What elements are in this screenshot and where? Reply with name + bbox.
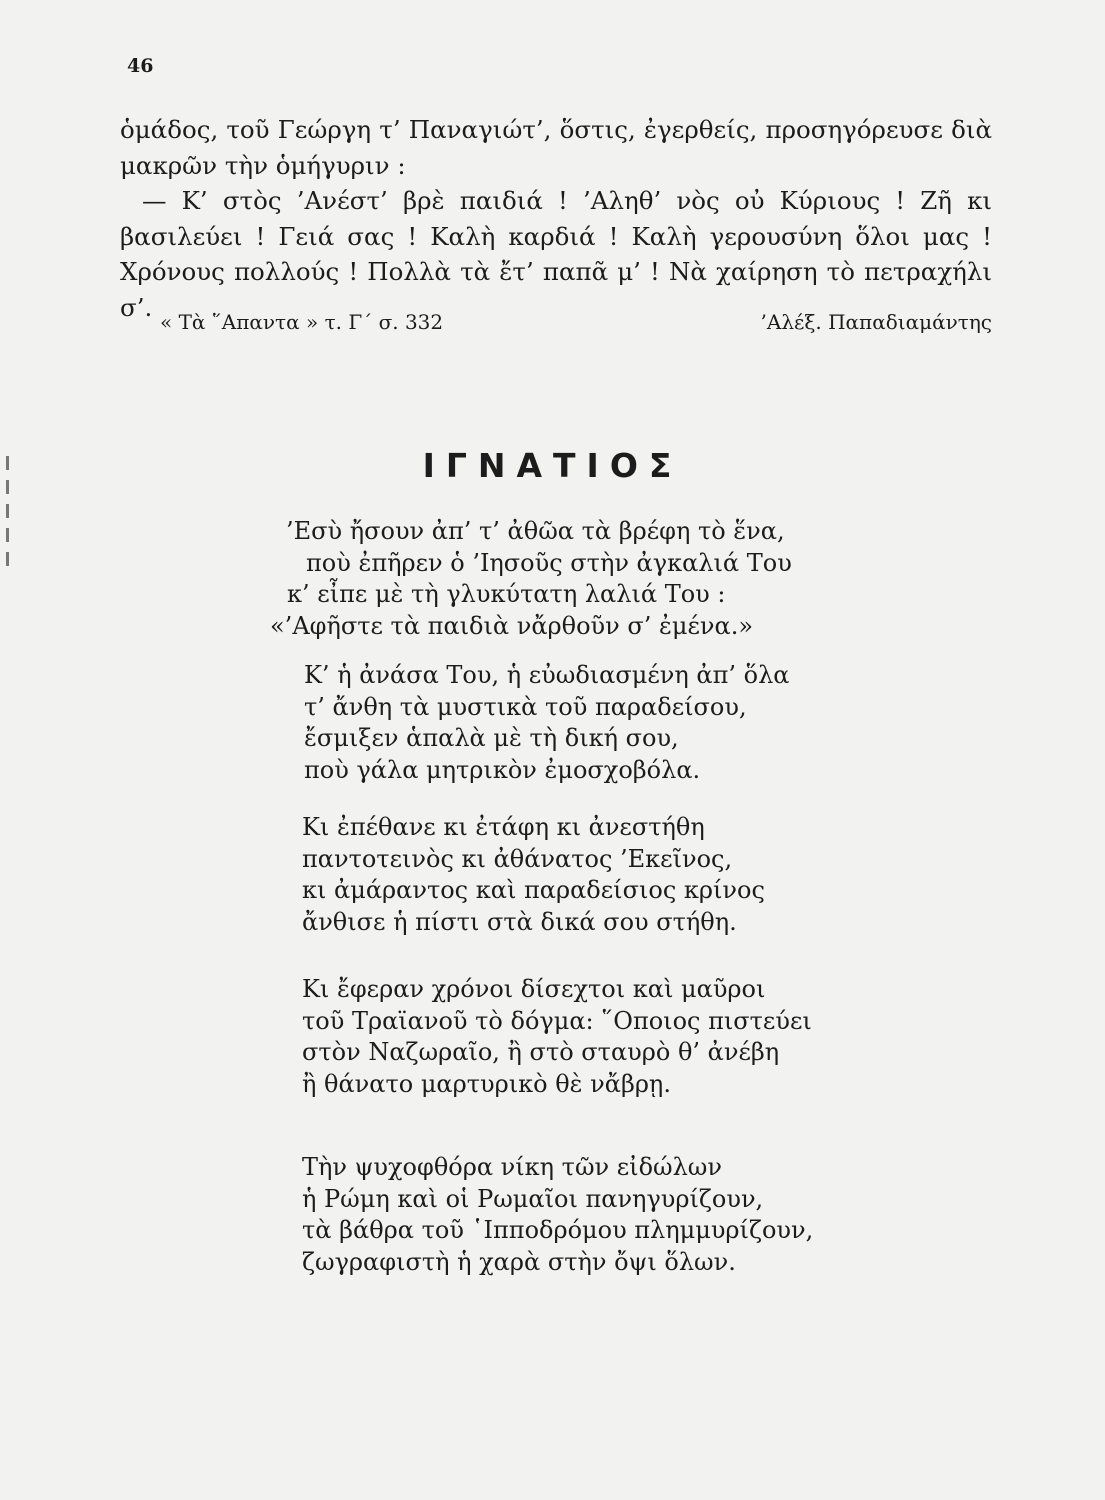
verse: ἄνθισε ἡ πίστι στὰ δικά σου στήθη. [302, 907, 737, 936]
prose-paragraph-2: — Κ’ στὸς ’Ανέστ’ βρὲ παιδιά ! ’Αληθ’ νὸς οὐ Κύριους ! Ζῆ κι βασιλεύει ! Γειά σας ! Καλὴ καρδιά ! Καλὴ γερουσύνη ὅλοι μας ! Χρόνους πολλούς ! Πολλὰ τὰ ἔτ’ παπᾶ μ’ ! Νὰ χαίρηση τὸ πετραχήλι σ’. [120, 186, 992, 322]
verse: ’Εσὺ ἤσουν ἀπ’ τ’ ἀθῶα τὰ βρέφη τὸ ἕνα, [286, 517, 785, 545]
verse: ἔσμιξεν ἁπαλὰ μὲ τὴ δική σου, [304, 724, 679, 752]
poem-stanza-1 [270, 516, 970, 642]
verse: ποὺ γάλα μητρικὸν ἐμοσχοβόλα. [304, 755, 701, 784]
verse: ἡ Ρώμη καὶ οἱ Ρωμαῖοι πανηγυρίζουν, [302, 1184, 764, 1213]
verse: ζωγραφιστὴ ἡ χαρὰ στὴν ὄψι ὅλων. [302, 1247, 736, 1276]
poem-title: ΙΓΝΑΤΙΟΣ [422, 446, 683, 485]
poem [270, 516, 970, 1278]
verse: τὰ βάθρα τοῦ ῾Ιπποδρόμου πλημμυρίζουν, [302, 1216, 814, 1244]
poem-stanza-5 [270, 1152, 970, 1278]
verse: τ’ ἄνθη τὰ μυστικὰ τοῦ παραδείσου, [304, 692, 747, 721]
prose-paragraph-1: ὁμάδος, τοῦ Γεώργη τ’ Παναγιώτ’, ὅστις, ἐγερθείς, προσηγόρευσε διὰ μακρῶν τὴν ὁμήγυριν : [120, 115, 992, 180]
source-citation [160, 310, 992, 334]
verse: στὸν Ναζωραῖο, ἢ στὸ σταυρὸ θ’ ἀνέβη [302, 1038, 780, 1066]
page-number: 46 [127, 55, 154, 77]
verse: ἢ θάνατο μαρτυρικὸ θὲ νἄβρῃ. [302, 1069, 671, 1098]
verse: ποὺ ἐπῆρεν ὁ ’Ιησοῦς στὴν ἀγκαλιά Του [306, 548, 792, 577]
poem-stanza-2 [270, 660, 970, 786]
verse: παντοτεινὸς κι ἀθάνατος ’Εκεῖνος, [302, 844, 733, 873]
verse: κ’ εἶπε μὲ τὴ γλυκύτατη λαλιά Του : [287, 580, 726, 608]
verse: Κι ἐπέθανε κι ἐτάφη κι ἀνεστήθη [302, 813, 705, 841]
verse: Κ’ ἡ ἀνάσα Του, ἡ εὐωδιασμένη ἀπ’ ὅλα [304, 661, 790, 689]
verse: κι ἀμάραντος καὶ παραδείσιος κρίνος [302, 876, 765, 904]
verse: τοῦ Τραϊανοῦ τὸ δόγμα: ῞Οποιος πιστεύει [302, 1006, 812, 1035]
verse: Κι ἔφεραν χρόνοι δίσεχτοι καὶ μαῦροι [302, 975, 766, 1003]
source-author: ’Αλέξ. Παπαδιαμάντης [760, 310, 992, 334]
verse: «’Αφῆστε τὰ παιδιὰ νἄρθοῦν σ’ ἐμένα.» [270, 611, 754, 640]
poem-stanza-3 [270, 812, 970, 938]
source-reference: « Τὰ ῞Απαντα » τ. Γ΄ σ. 332 [160, 310, 444, 334]
poem-stanza-4 [270, 974, 970, 1100]
prose-block [120, 112, 992, 325]
verse: Τὴν ψυχοφθόρα νίκη τῶν εἰδώλων [302, 1153, 722, 1181]
